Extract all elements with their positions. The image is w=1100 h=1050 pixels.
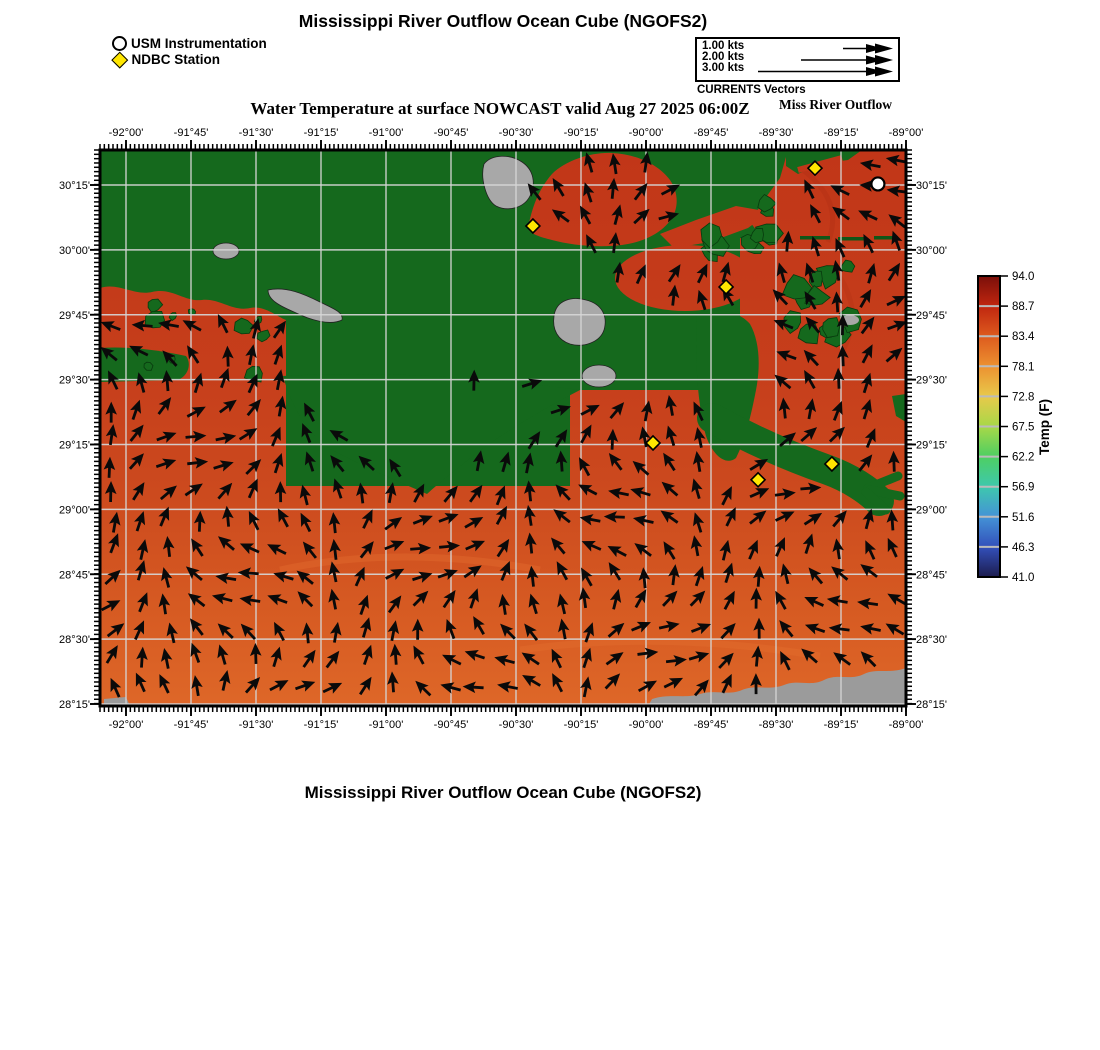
- x-tick-label: -90°15': [563, 127, 599, 139]
- y-tick-label: 28°45': [916, 569, 947, 582]
- y-tick-label: 29°00': [916, 504, 947, 517]
- y-tick-label: 30°15': [59, 180, 90, 192]
- y-tick-label: 29°45': [916, 309, 947, 322]
- gray-lake: [582, 365, 616, 387]
- y-tick-label: 29°00': [59, 504, 90, 517]
- x-tick-label: -91°30': [238, 127, 274, 139]
- y-tick-label: 28°15': [59, 699, 90, 711]
- lake-borgne: [615, 245, 755, 311]
- x-tick-label: -91°30': [238, 719, 274, 731]
- y-tick-label: 29°45': [59, 309, 90, 322]
- x-tick-label: -90°45': [433, 719, 469, 731]
- colorbar-tick-label: 46.3: [1012, 541, 1035, 554]
- x-tick-label: -89°45': [693, 127, 729, 139]
- x-tick-label: -90°45': [433, 127, 469, 139]
- region-note: Miss River Outflow: [779, 97, 892, 112]
- colorbar: [978, 271, 1052, 584]
- y-tick-label: 28°30': [59, 634, 90, 647]
- colorbar-tick-label: 83.4: [1012, 331, 1035, 344]
- x-tick-label: -90°00': [628, 127, 664, 139]
- y-tick-label: 28°30': [916, 634, 947, 647]
- x-tick-label: -91°45': [173, 127, 209, 139]
- y-tick-label: 29°30': [916, 374, 947, 387]
- colorbar-tick-label: 51.6: [1012, 511, 1035, 524]
- y-tick-label: 29°15': [916, 439, 947, 452]
- colorbar-tick-label: 72.8: [1012, 391, 1035, 404]
- x-tick-label: -90°30': [498, 127, 534, 139]
- map-plot: [97, 150, 909, 706]
- barrier-island: [838, 237, 866, 241]
- colorbar-tick-label: 62.2: [1012, 451, 1035, 464]
- vector-key-label-1: 1.00 kts: [702, 40, 745, 52]
- y-tick-label: 30°15': [916, 180, 947, 192]
- west-gulf-water: [100, 380, 286, 498]
- colorbar-tick-label: 78.1: [1012, 361, 1035, 374]
- x-tick-label: -91°00': [368, 719, 404, 731]
- x-tick-label: -89°00': [888, 127, 924, 139]
- usm-instrumentation-marker: [871, 177, 884, 190]
- x-tick-label: -89°15': [823, 127, 859, 139]
- vector-key-label-2: 2.00 kts: [702, 51, 745, 63]
- colorbar-tick-label: 94.0: [1012, 271, 1035, 283]
- x-tick-label: -89°00': [888, 719, 924, 731]
- colorbar-tick-label: 88.7: [1012, 301, 1035, 314]
- x-tick-label: -90°00': [628, 719, 664, 731]
- page-title: Mississippi River Outflow Ocean Cube (NGOFS2): [298, 11, 708, 31]
- y-tick-label: 28°45': [59, 569, 90, 582]
- x-tick-label: -89°45': [693, 719, 729, 731]
- x-tick-label: -92°00': [108, 719, 144, 731]
- legend-usm-label: USM Instrumentation: [131, 36, 267, 52]
- x-tick-label: -89°30': [758, 719, 794, 731]
- y-tick-label: 30°00': [916, 244, 947, 257]
- x-tick-label: -91°00': [368, 127, 404, 139]
- colorbar-tick-label: 41.0: [1012, 572, 1035, 584]
- x-tick-label: -90°15': [563, 719, 599, 731]
- colorbar-tick-label: 67.5: [1012, 421, 1035, 434]
- vector-key-label-3: 3.00 kts: [702, 62, 745, 74]
- vector-key-caption: CURRENTS Vectors: [697, 84, 806, 96]
- legend-ndbc-label: NDBC Station: [131, 51, 220, 67]
- gray-lake: [554, 299, 606, 346]
- x-tick-label: -91°45': [173, 719, 209, 731]
- y-tick-label: 29°15': [59, 439, 90, 452]
- colorbar-title: Temp (F): [1037, 399, 1052, 455]
- colorbar-tick-label: 56.9: [1012, 481, 1035, 494]
- x-tick-label: -90°30': [498, 719, 534, 731]
- y-tick-label: 28°15': [916, 699, 947, 711]
- x-tick-label: -91°15': [303, 719, 339, 731]
- x-tick-label: -92°00': [108, 127, 144, 139]
- y-tick-label: 30°00': [59, 244, 90, 257]
- x-tick-label: -89°15': [823, 719, 859, 731]
- gray-lake: [213, 243, 239, 259]
- x-tick-label: -89°30': [758, 127, 794, 139]
- y-tick-label: 29°30': [59, 374, 90, 387]
- footer-title: Mississippi River Outflow Ocean Cube (NGOFS2): [304, 783, 702, 802]
- x-tick-label: -91°15': [303, 127, 339, 139]
- plot-subtitle: Water Temperature at surface NOWCAST valid Aug 27 2025 06:00Z: [250, 99, 750, 118]
